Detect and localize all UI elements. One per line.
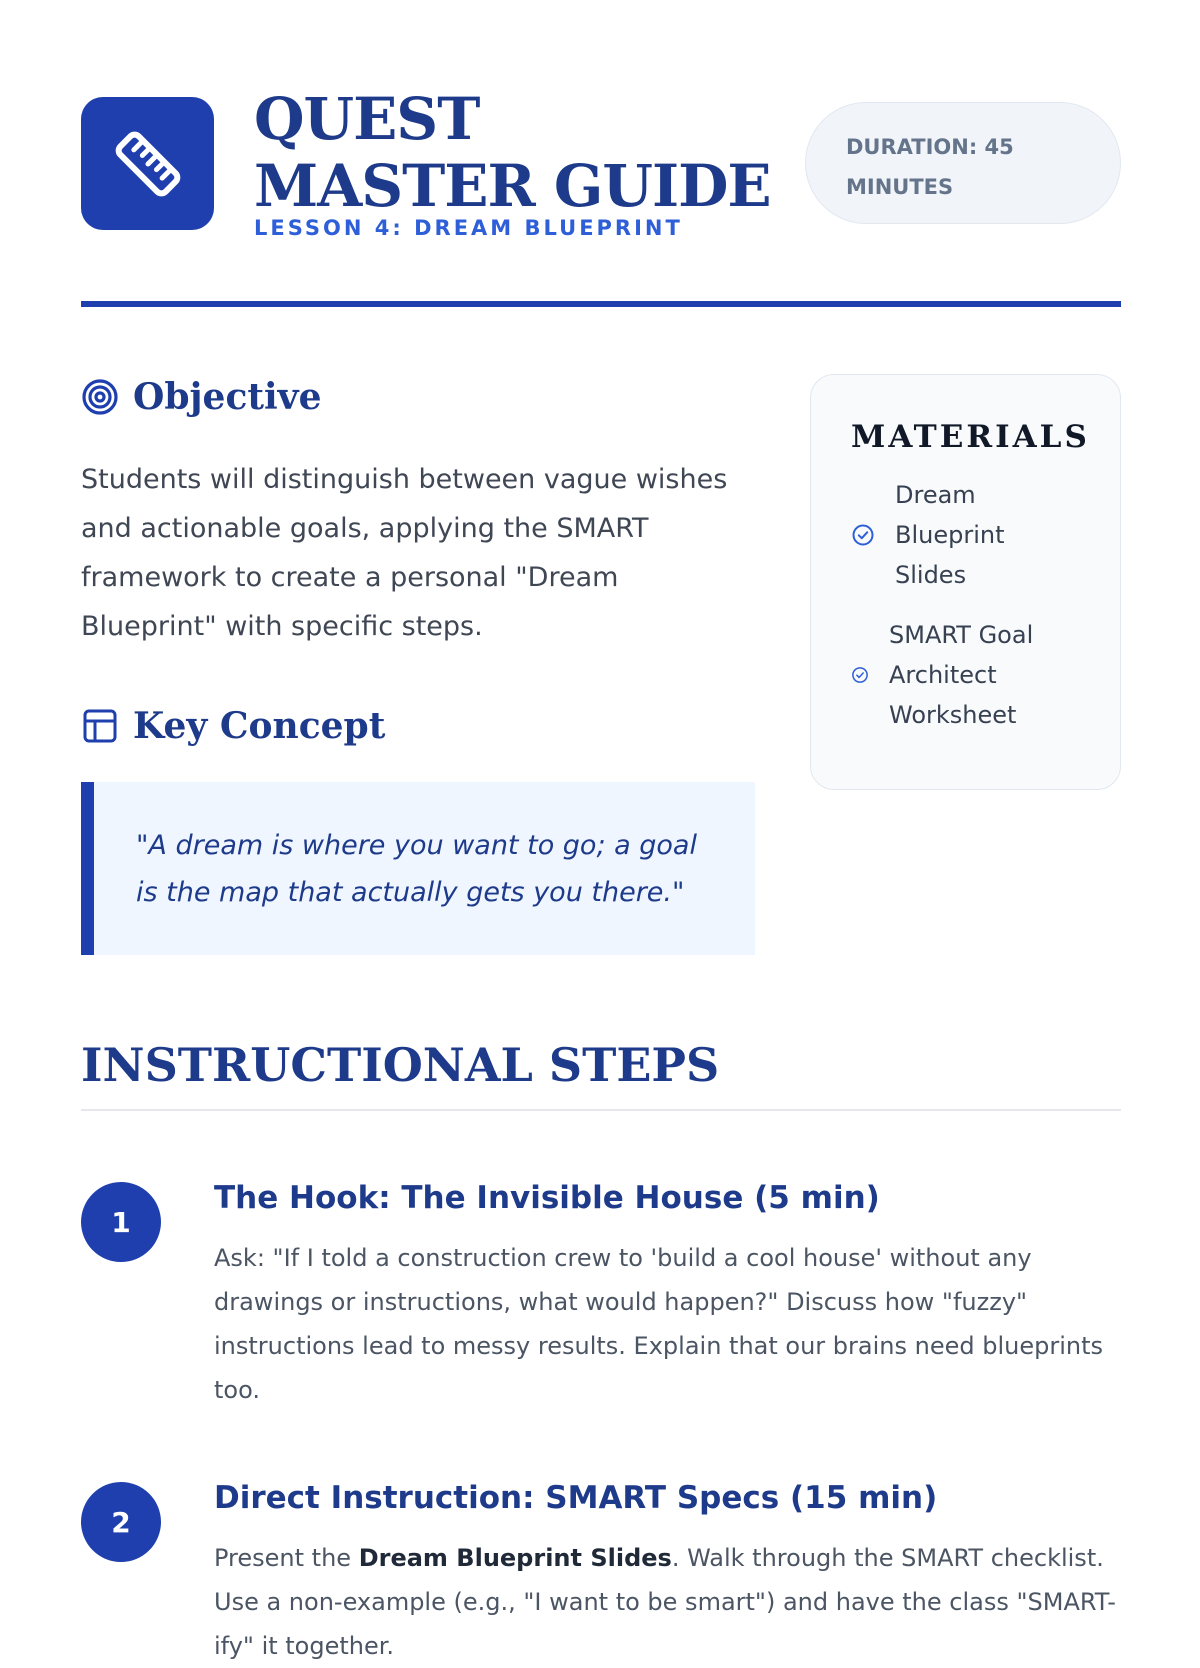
materials-item-label: Dream Blueprint Slides [895,481,1005,589]
key-concept-quote: "A dream is where you want to go; a goal is the map that actually gets you there." [81,782,755,955]
step-body: Ask: "If I told a construction crew to 'build a cool house' without any drawings or instructions, what would happen?" Discuss how "fuzzy" instructions lead to messy results. Explain that our brains need blueprints too. [214,1244,1103,1404]
check-circle-icon [851,523,875,547]
objective-title: Objective [133,376,322,418]
step-body-text: . Walk through the SMART checklist. Use a non-example (e.g., "I want to be smart") and have the class "SMART-ify" it together. [214,1544,1116,1660]
step-body-text: Present the [214,1544,359,1572]
step-body-emphasis: Dream Blueprint Slides [358,1544,672,1572]
steps-divider [81,1109,1121,1111]
objective-text: Students will distinguish between vague wishes and actionable goals, applying the SMART framework to create a personal "Dream Blueprint" with specific steps. [81,464,728,642]
lesson-subtitle: LESSON 4: DREAM BLUEPRINT [254,216,683,240]
step-title: The Hook: The Invisible House (5 min) [214,1180,880,1216]
step-body [214,1536,1121,1668]
materials-title: MATERIALS [851,419,1090,455]
logo-badge [81,97,214,230]
steps-heading: INSTRUCTIONAL STEPS [81,1038,720,1092]
page-title: QUEST MASTER GUIDE [254,85,771,220]
header-divider [81,301,1121,307]
step-number-badge: 1 [81,1182,161,1262]
step-number-badge: 2 [81,1482,161,1562]
materials-item-label: SMART Goal Architect Worksheet [889,621,1034,729]
materials-item [851,475,1080,595]
step-title: Direct Instruction: SMART Specs (15 min) [214,1480,938,1516]
check-circle-icon [851,666,869,684]
materials-card [810,374,1121,790]
duration-badge: DURATION: 45 MINUTES [805,102,1121,224]
objective-heading [81,376,322,418]
key-concept-title: Key Concept [133,705,386,747]
target-icon [81,378,119,416]
lesson-header [81,86,1121,246]
materials-item [851,615,1080,735]
layout-icon [81,707,119,745]
key-concept-heading [81,705,385,747]
ruler-icon [106,122,190,206]
